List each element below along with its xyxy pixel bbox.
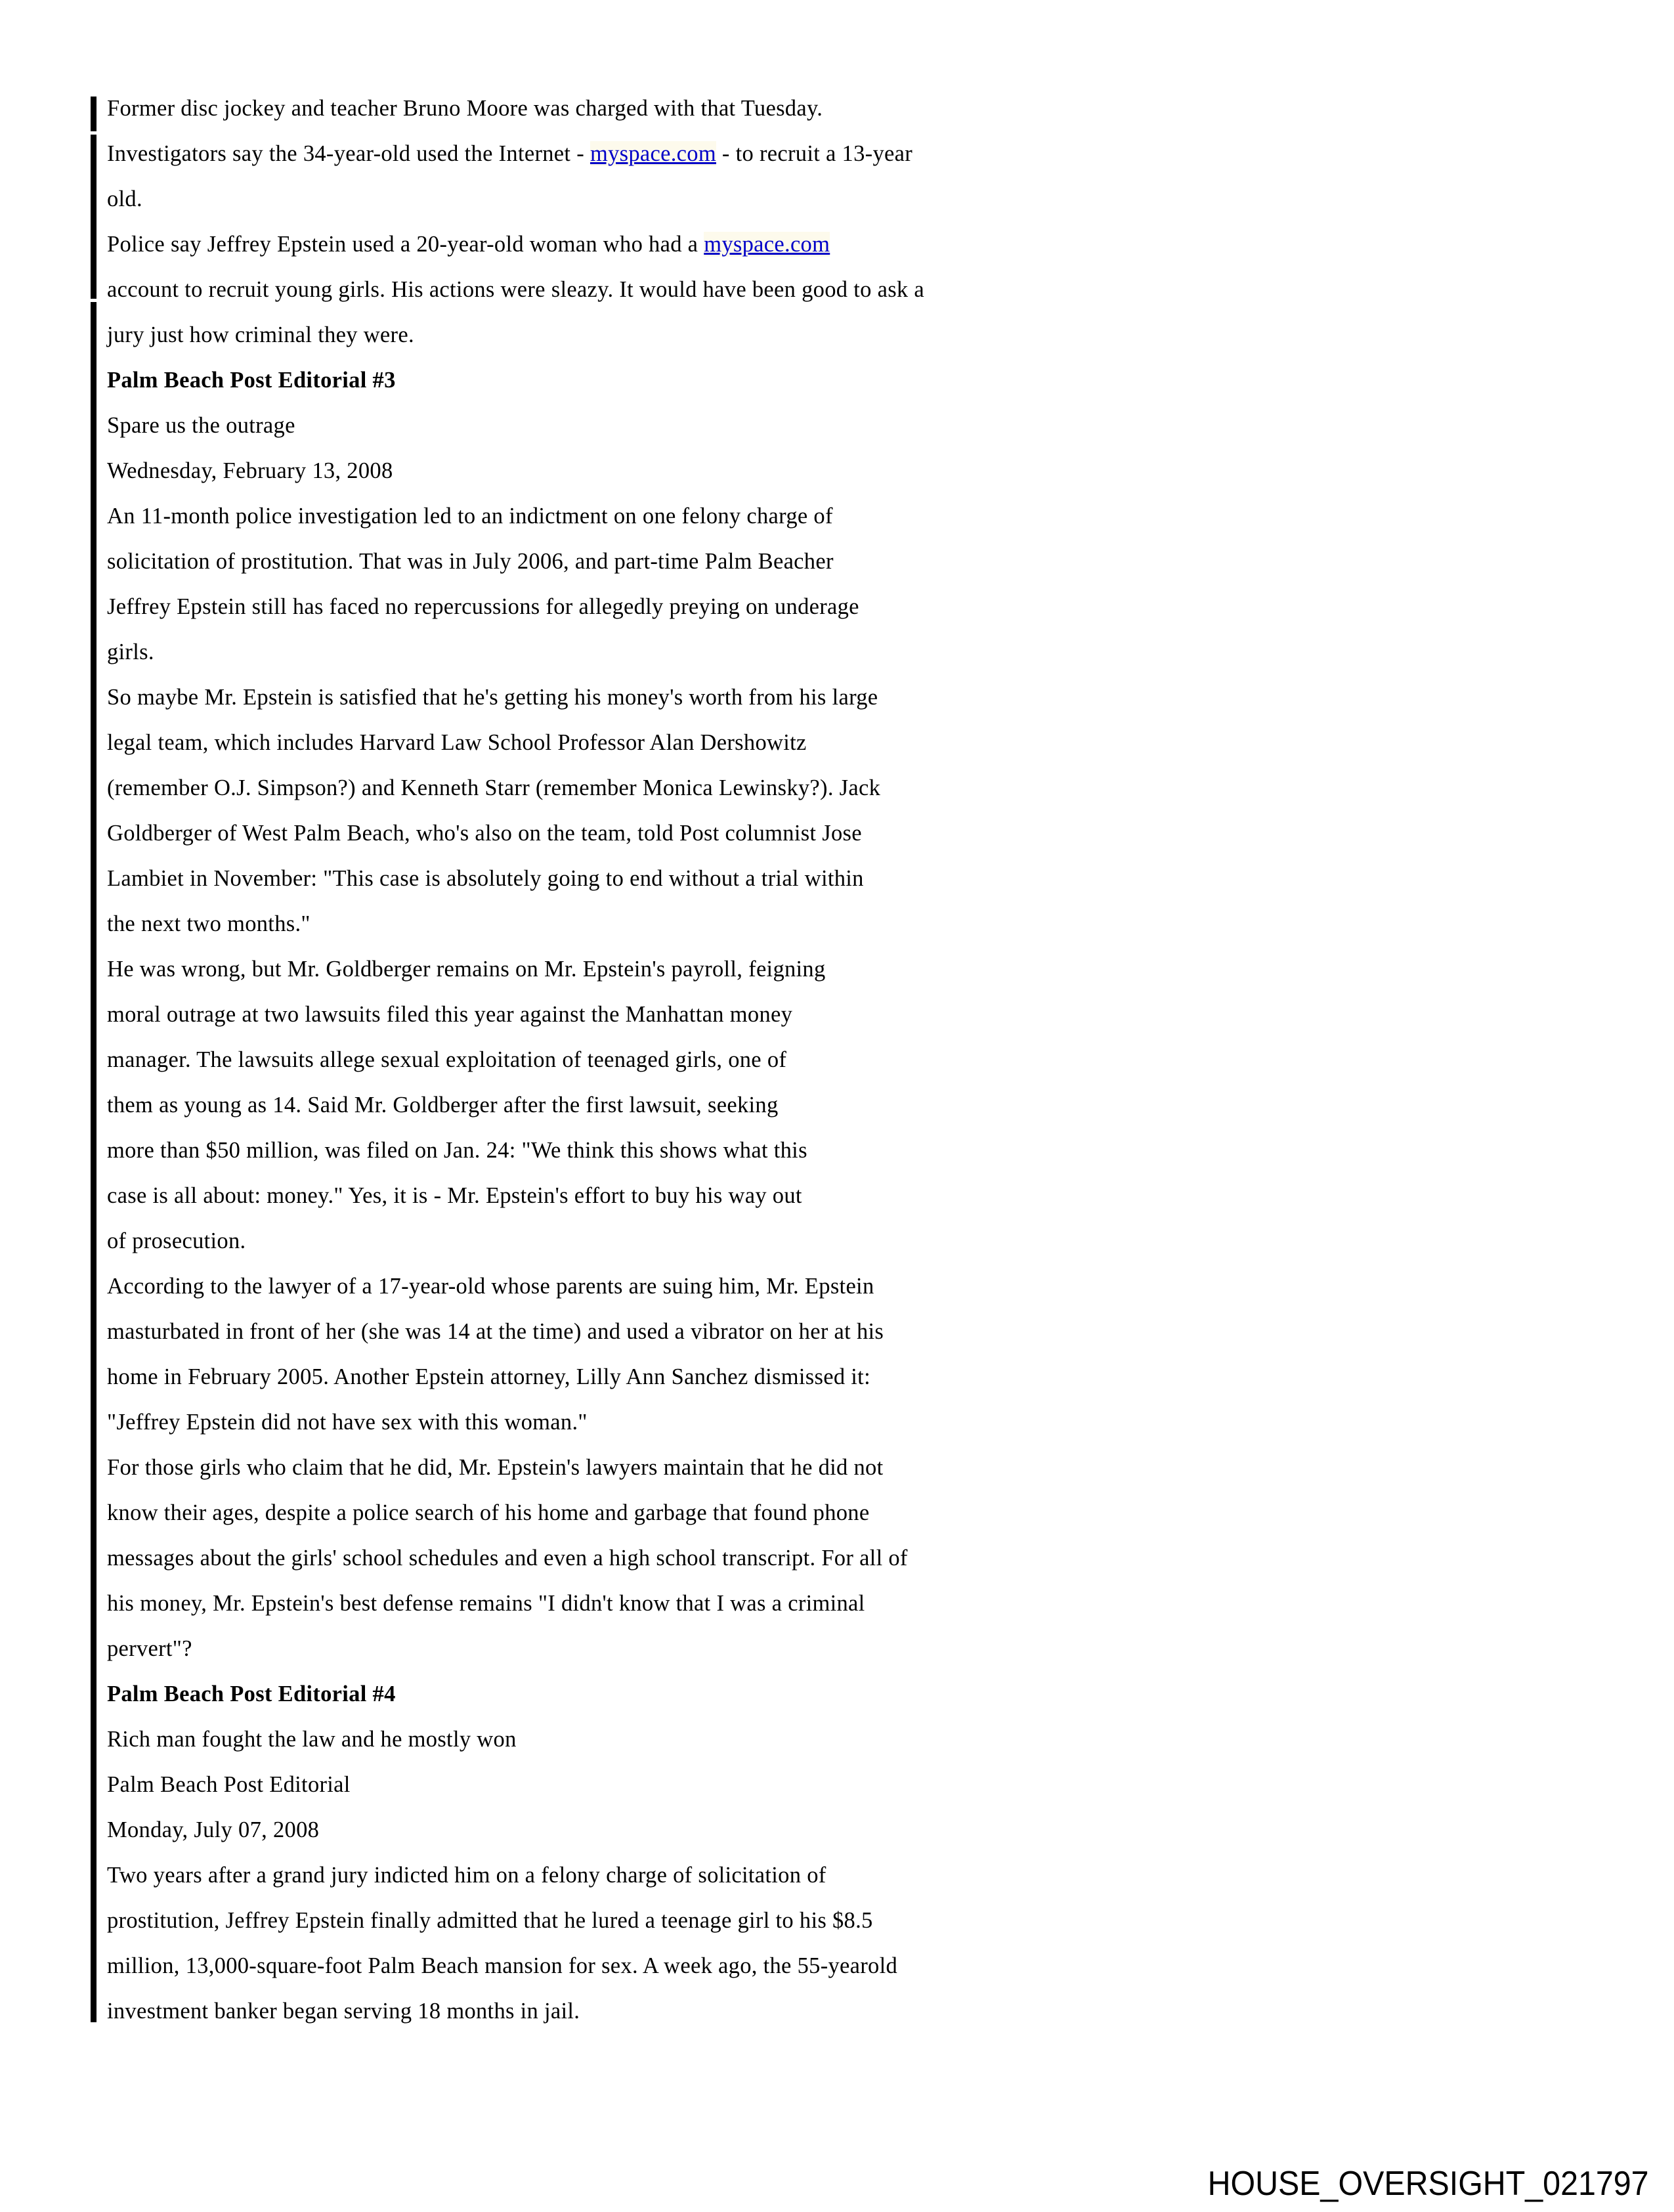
text-segment: the next two months." [107,911,311,936]
text-segment: girls. [107,640,154,664]
document-line [107,131,1131,177]
document-line [107,1400,1131,1445]
text-segment: case is all about: money." Yes, it is - Mr. Epstein's effort to buy his way out [107,1183,802,1208]
text-segment: of prosecution. [107,1228,246,1253]
change-bar [91,97,97,131]
document-line [107,1989,1131,2034]
document-line [107,1626,1131,1672]
text-segment: manager. The lawsuits allege sexual exploitation of teenaged girls, one of [107,1047,787,1072]
text-segment: An 11-month police investigation led to an indictment on one felony charge of [107,504,833,529]
text-segment: He was wrong, but Mr. Goldberger remains on Mr. Epstein's payroll, feigning [107,957,826,982]
text-segment: more than $50 million, was filed on Jan. 24: "We think this shows what this [107,1138,807,1163]
document-line [107,1717,1131,1762]
document-line [107,1808,1131,1853]
change-bar [91,302,97,2022]
document-line [107,630,1131,675]
text-segment: account to recruit young girls. His actions were sleazy. It would have been good to ask a [107,277,925,302]
document-line [107,901,1131,947]
document-line [107,177,1131,222]
text-segment: them as young as 14. Said Mr. Goldberger after the first lawsuit, seeking [107,1093,779,1117]
text-segment: home in February 2005. Another Epstein attorney, Lilly Ann Sanchez dismissed it: [107,1364,870,1389]
myspace-link[interactable]: myspace.com [704,232,830,257]
text-segment: Former disc jockey and teacher Bruno Moore was charged with that Tuesday. [107,96,823,121]
document-line [107,539,1131,584]
change-bar [91,135,97,299]
document-line [107,811,1131,856]
text-segment: prostitution, Jeffrey Epstein finally admitted that he lured a teenage girl to his $8.5 [107,1908,873,1933]
document-line [107,1219,1131,1264]
text-segment: Wednesday, February 13, 2008 [107,458,393,483]
document-line [107,1490,1131,1536]
document-line [107,675,1131,720]
bates-stamp: HOUSE_OVERSIGHT_021797 [1208,2165,1649,2203]
text-segment: Two years after a grand jury indicted him on a felony charge of solicitation of [107,1863,826,1888]
editorial-heading: Palm Beach Post Editorial #3 [107,368,396,393]
text-segment: Jeffrey Epstein still has faced no repercussions for allegedly preying on underage [107,594,859,619]
text-segment: Lambiet in November: "This case is absolutely going to end without a trial within [107,866,864,891]
text-segment: Rich man fought the law and he mostly won [107,1727,517,1752]
text-segment: old. [107,186,142,211]
document-line [107,856,1131,901]
document-line [107,1083,1131,1128]
document-line [107,1264,1131,1309]
text-segment: legal team, which includes Harvard Law School Professor Alan Dershowitz [107,730,807,755]
text-segment: jury just how criminal they were. [107,322,414,347]
text-segment: investment banker began serving 18 months in jail. [107,1999,580,2024]
document-line [107,1037,1131,1083]
editorial-heading: Palm Beach Post Editorial #4 [107,1681,396,1706]
document-line [107,494,1131,539]
text-segment: know their ages, despite a police search of his home and garbage that found phone [107,1500,870,1525]
document-line [107,86,1131,131]
document-line [107,1173,1131,1219]
document-line [107,313,1131,358]
document-line [107,766,1131,811]
text-segment: pervert"? [107,1636,192,1661]
text-segment: Monday, July 07, 2008 [107,1817,320,1842]
document-line [107,1943,1131,1989]
text-segment: Palm Beach Post Editorial [107,1772,351,1797]
text-segment: (remember O.J. Simpson?) and Kenneth Starr (remember Monica Lewinsky?). Jack [107,775,881,800]
document-line [107,403,1131,448]
text-segment: Goldberger of West Palm Beach, who's also on the team, told Post columnist Jose [107,821,862,846]
document-line [107,358,1131,403]
text-segment: "Jeffrey Epstein did not have sex with this woman." [107,1410,588,1435]
text-segment: masturbated in front of her (she was 14 at the time) and used a vibrator on her at his [107,1319,884,1344]
document-line [107,992,1131,1037]
text-segment: messages about the girls' school schedules and even a high school transcript. For all of [107,1546,908,1571]
text-segment: Spare us the outrage [107,413,295,438]
document-line [107,1581,1131,1626]
text-segment: According to the lawyer of a 17-year-old whose parents are suing him, Mr. Epstein [107,1274,874,1299]
document-line [107,1309,1131,1355]
document-line [107,1445,1131,1490]
text-segment: solicitation of prostitution. That was in July 2006, and part-time Palm Beacher [107,549,834,574]
text-segment: million, 13,000-square-foot Palm Beach mansion for sex. A week ago, the 55-yearold [107,1953,898,1978]
document-line [107,1128,1131,1173]
text-segment: his money, Mr. Epstein's best defense remains "I didn't know that I was a criminal [107,1591,865,1616]
document-line [107,222,1131,267]
document-line [107,947,1131,992]
document-line [107,1672,1131,1717]
text-segment: So maybe Mr. Epstein is satisfied that he's getting his money's worth from his large [107,685,878,710]
document-line [107,1898,1131,1943]
text-segment: moral outrage at two lawsuits filed this year against the Manhattan money [107,1002,793,1027]
text-segment: - to recruit a 13-year [716,141,913,166]
document-line [107,584,1131,630]
document-line [107,267,1131,313]
myspace-link[interactable]: myspace.com [590,141,716,166]
document-line [107,448,1131,494]
text-segment: Police say Jeffrey Epstein used a 20-year-old woman who had a [107,232,704,257]
document-line [107,1853,1131,1898]
text-segment: Investigators say the 34-year-old used the Internet - [107,141,590,166]
text-segment: For those girls who claim that he did, Mr. Epstein's lawyers maintain that he did not [107,1455,884,1480]
document-line [107,1355,1131,1400]
document-line [107,1762,1131,1808]
document-line [107,720,1131,766]
document-line [107,1536,1131,1581]
document-text [107,86,1131,2034]
